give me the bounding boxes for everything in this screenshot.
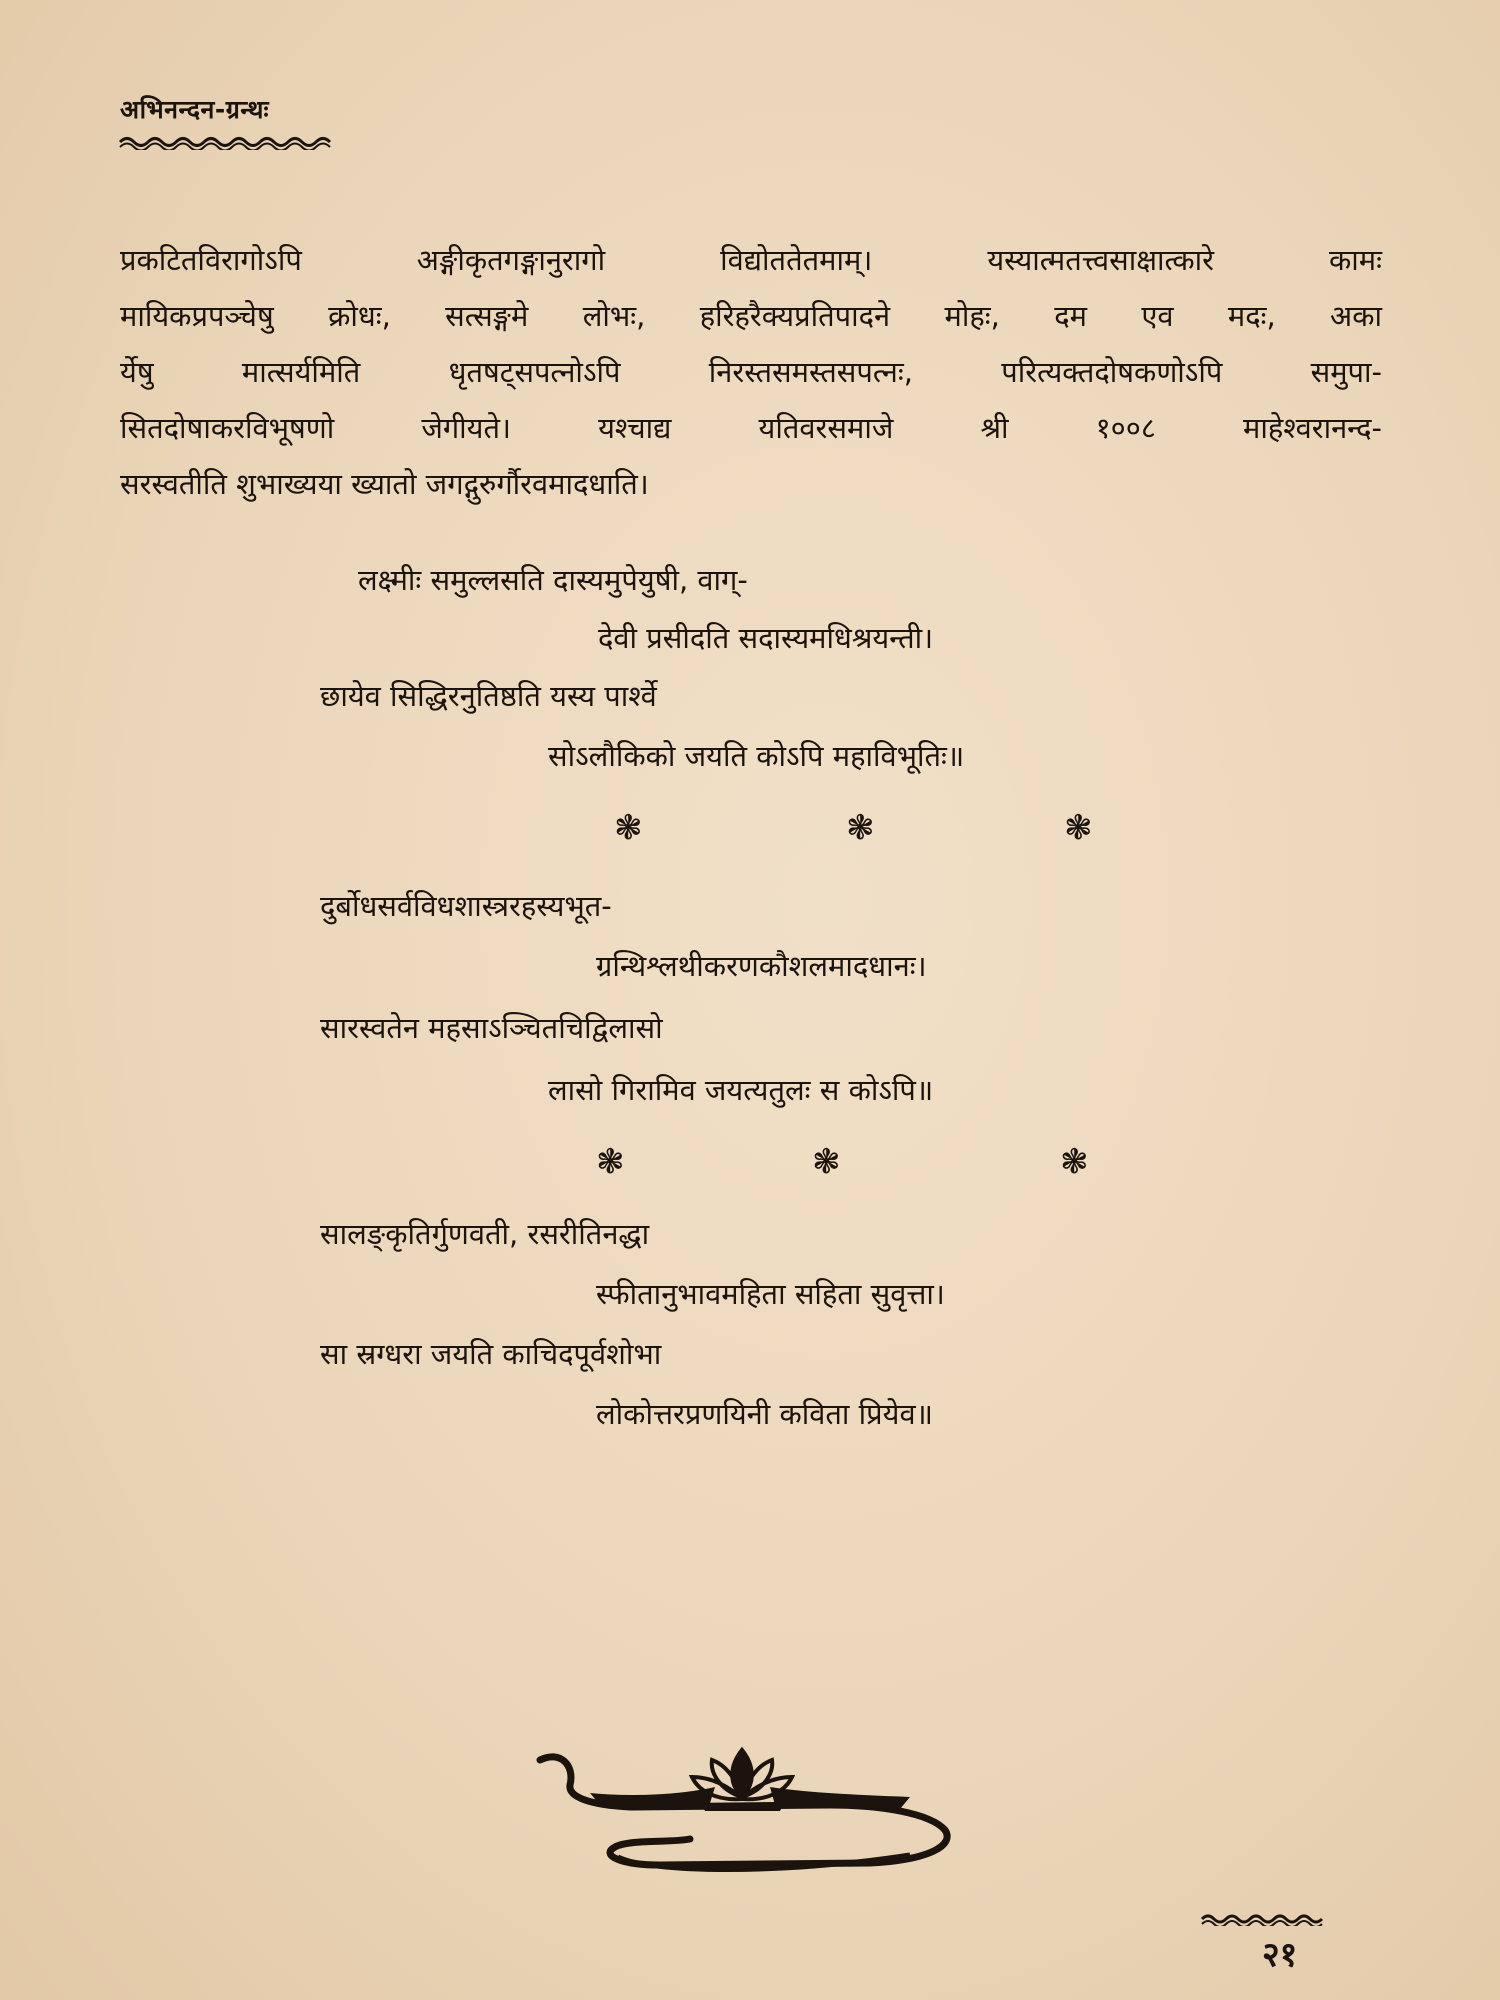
flower-separator-icon: ❃: [812, 1142, 841, 1182]
running-head: अभिनन्दन-ग्रन्थः: [120, 95, 270, 124]
verse-2-line-4: लासो गिरामिव जयत्यतुलः स कोऽपि॥: [548, 1073, 934, 1107]
prose-line: सरस्वतीति शुभाख्यया ख्यातो जगद्गुरुर्गौरवमादधाति।: [120, 467, 649, 501]
wavy-footer-rule: [1200, 1912, 1330, 1926]
flower-separator-icon: ❃: [596, 1142, 625, 1182]
flower-separator-icon: ❃: [614, 808, 643, 848]
prose-line: र्येषु मात्सर्यमिति धृतषट्सपत्नोऽपि निरस्तसमस्तसपत्नः, परित्यक्तदोषकणोऽपि समुपा-: [120, 355, 1382, 389]
flower-separator-icon: ❃: [1064, 808, 1093, 848]
flower-separator-icon: ❃: [1060, 1142, 1089, 1182]
verse-3-line-2: स्फीतानुभावमहिता सहिता सुवृत्ता।: [596, 1277, 945, 1311]
verse-2-line-2: ग्रन्थिश्लथीकरणकौशलमादधानः।: [596, 949, 927, 983]
prose-paragraph: [120, 232, 1382, 512]
flower-separator-icon: ❃: [846, 808, 875, 848]
verse-1-line-2: देवी प्रसीदति सदास्यमधिश्रयन्ती।: [598, 621, 934, 655]
verse-3-line-4: लोकोत्तरप्रणयिनी कविता प्रियेव॥: [596, 1397, 933, 1431]
page-number: २१: [1262, 1935, 1298, 1975]
verse-2-line-3: सारस्वतेन महसाऽञ्चितचिद्विलासो: [320, 1011, 663, 1045]
prose-line: सितदोषाकरविभूषणो जेगीयते। यश्चाद्य यतिवरसमाजे श्री १००८ माहेश्वरानन्द-: [120, 411, 1382, 445]
verse-1-line-1: लक्ष्मीः समुल्लसति दास्यमुपेयुषी, वाग्-: [358, 563, 748, 597]
verse-1-line-3: छायेव सिद्धिरनुतिष्ठति यस्य पार्श्वे: [320, 679, 657, 713]
verse-2-line-1: दुर्बोधसर्वविधशास्त्ररहस्यभूत-: [320, 889, 612, 923]
prose-line: मायिकप्रपञ्चेषु क्रोधः, सत्सङ्गमे लोभः, हरिहरैक्यप्रतिपादने मोहः, दम एव मदः, अका: [120, 299, 1382, 333]
verse-3-line-1: सालङ्कृतिर्गुणवती, रसरीतिनद्धा: [320, 1217, 650, 1251]
prose-line: प्रकटितविरागोऽपि अङ्गीकृतगङ्गानुरागो विद्योततेतमाम्। यस्यात्मतत्त्वसाक्षात्कारे कामः: [120, 243, 1382, 277]
verse-3-line-3: सा स्रग्धरा जयति काचिदपूर्वशोभा: [320, 1337, 662, 1371]
wavy-underline: [118, 134, 340, 150]
verse-1-line-4: सोऽलौकिको जयति कोऽपि महाविभूतिः॥: [548, 739, 965, 773]
lotus-ornament-icon: [530, 1735, 970, 1885]
